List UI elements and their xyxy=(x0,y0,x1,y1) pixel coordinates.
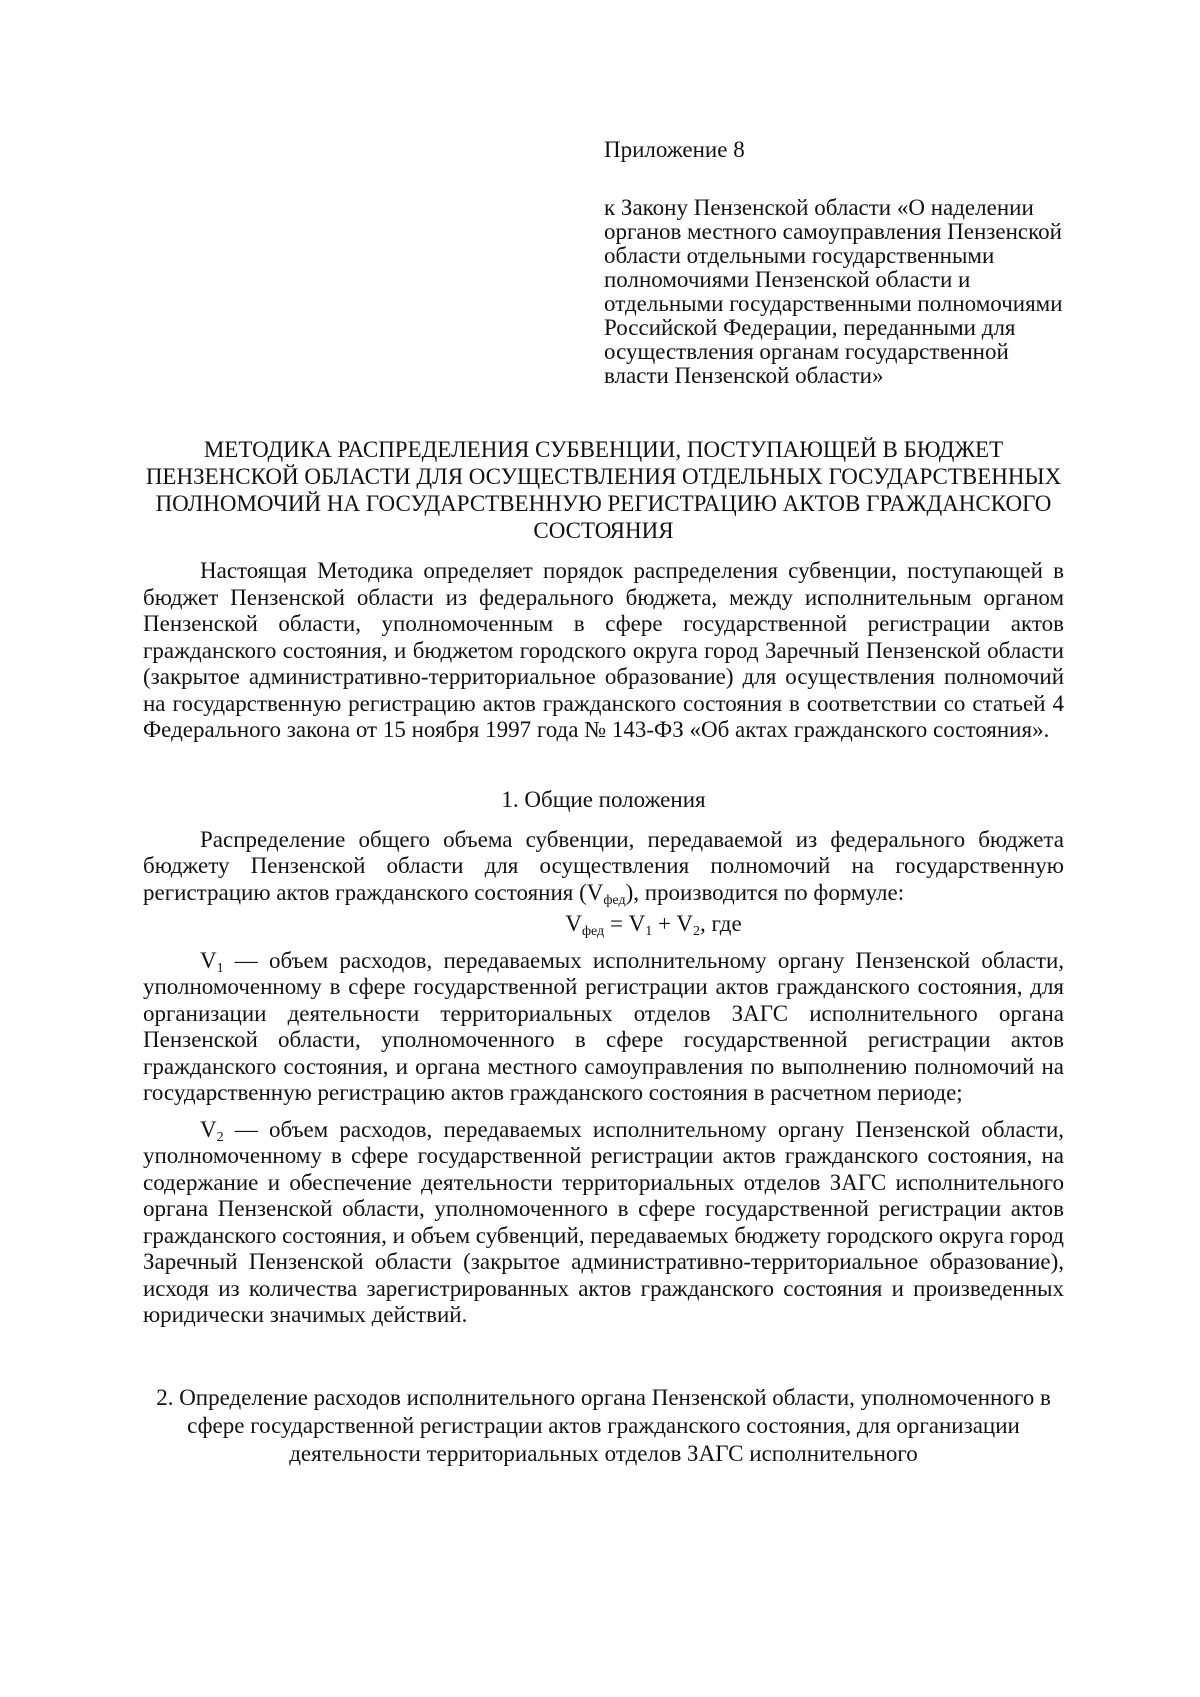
section-1-text-after: ), производится по формуле: xyxy=(625,879,905,905)
definition-v2 xyxy=(143,1117,1064,1329)
formula-tail: , где xyxy=(699,911,742,936)
formula-v: V xyxy=(565,911,582,936)
formula-sub-fed: фед xyxy=(581,924,605,939)
formula xyxy=(143,911,1064,938)
formula-sub-2: 2 xyxy=(692,924,700,939)
def-v1-subscript: 1 xyxy=(216,960,224,976)
section-1-paragraph xyxy=(143,827,1064,907)
def-v1-text: — объем расходов, передаваемых исполнительному органу Пензенской области, уполномоченному в сфере государственной регистрации актов гражданского состояния, для организации деятельности территориальных отделов ЗАГС исполнительного органа Пензенской области, уполномоченного в сфере государственной регистрации актов гражданского состояния, и органа местного самоуправления по выполнению полномочий на государственную регистрацию актов гражданского состояния в расчетном периоде; xyxy=(143,947,1064,1105)
appendix-title: Приложение 8 xyxy=(604,137,745,162)
document-title: МЕТОДИКА РАСПРЕДЕЛЕНИЯ СУБВЕНЦИИ, ПОСТУПАЮЩЕЙ В БЮДЖЕТ ПЕНЗЕНСКОЙ ОБЛАСТИ ДЛЯ ОСУЩЕСТВЛЕНИЯ ОТДЕЛЬНЫХ ГОСУДАРСТВЕННЫХ ПОЛНОМОЧИЙ НА ГОСУДАРСТВЕННУЮ РЕГИСТРАЦИЮ АКТОВ ГРАЖДАНСКОГО СОСТОЯНИЯ xyxy=(145,437,1062,543)
def-v2-text: — объем расходов, передаваемых исполнительному органу Пензенской области, уполномоченному в сфере государственной регистрации актов гражданского состояния, на содержание и обеспечение деятельности территориальных отделов ЗАГС исполнительного органа Пензенской области, уполномоченного в сфере государственной регистрации актов гражданского состояния, и объем субвенций, передаваемых бюджету городского округа город Заречный Пензенской области (закрытое административно-территориальное образование), исходя из количества зарегистрированных актов гражданского состояния и произведенных юридически значимых действий. xyxy=(143,1116,1064,1327)
formula-plus: + V xyxy=(652,911,693,936)
formula-sub-1: 1 xyxy=(645,924,653,939)
section-2-heading: 2. Определение расходов исполнительного органа Пензенской области, уполномоченного в сфере государственной регистрации актов гражданского состояния, для организации деятельности территориальных отделов ЗАГС исполнительного xyxy=(156,1384,1051,1466)
v-fed-subscript: фед xyxy=(603,892,626,908)
formula-eq: = V xyxy=(604,911,646,936)
appendix-reference: к Закону Пензенской области «О наделении органов местного самоуправления Пензенской области отдельными государственными полномочиями Пензенской области и отдельными государственными полномочиями Российской Федерации, переданными для осуществления органам государственной власти Пензенской области» xyxy=(604,195,1063,388)
def-v2-symbol: V xyxy=(200,1116,217,1142)
section-1-text-before: Распределение общего объема субвенции, передаваемой из федерального бюджета бюджету Пензенской области для осуществления полномочий на государственную регистрацию актов гражданского состояния (V xyxy=(143,826,1064,905)
def-v2-subscript: 2 xyxy=(216,1129,224,1145)
intro-paragraph: Настоящая Методика определяет порядок распределения субвенции, поступающей в бюджет Пензенской области из федерального бюджета, между исполнительным органом Пензенской области, уполномоченным в сфере государственной регистрации актов гражданского состояния, и бюджетом городского округа город Заречный Пензенской области (закрытое административно-территориальное образование) для осуществления полномочий на государственную регистрацию актов гражданского состояния в соответствии со статьей 4 Федерального закона от 15 ноября 1997 года № 143-ФЗ «Об актах гражданского состояния». xyxy=(143,558,1064,742)
appendix-block xyxy=(604,138,1074,388)
document-body xyxy=(143,436,1064,1468)
definition-v1 xyxy=(143,948,1064,1107)
section-1-heading: 1. Общие положения xyxy=(501,786,706,812)
def-v1-symbol: V xyxy=(200,947,217,973)
